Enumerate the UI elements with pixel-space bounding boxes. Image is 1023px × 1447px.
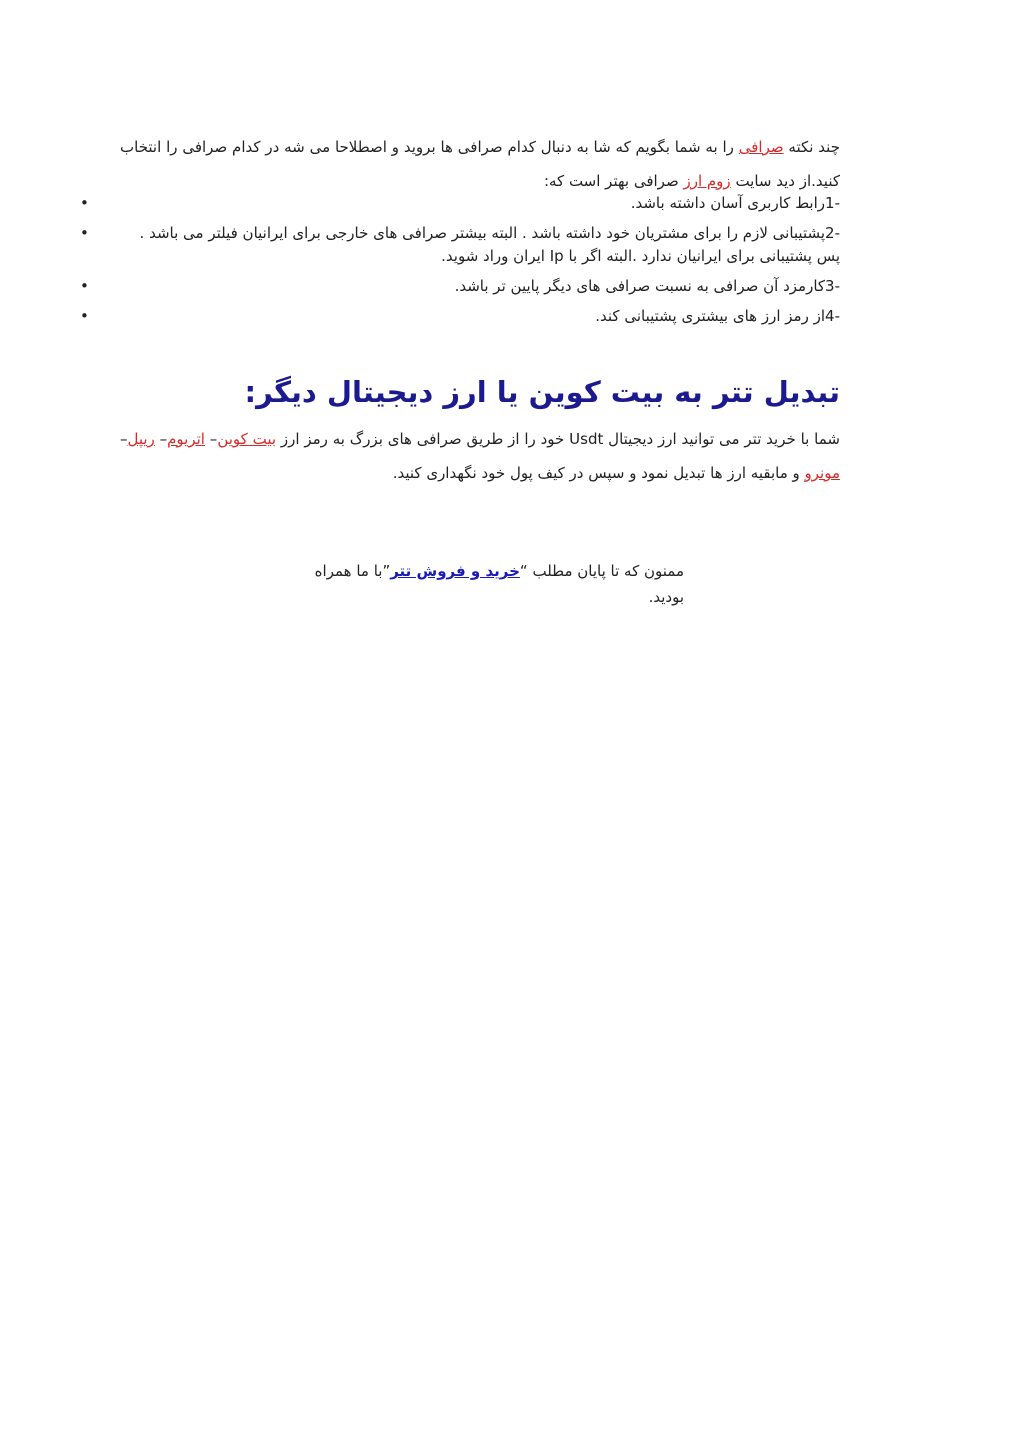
- criteria-list: [80, 192, 840, 328]
- link-ethereum[interactable]: اتریوم: [167, 430, 205, 448]
- separator: –: [204, 430, 218, 448]
- link-ripple[interactable]: ریپل: [127, 430, 155, 448]
- thanks-line: [280, 558, 684, 610]
- list-item-text: -3کارمزد آن صرافی به نسبت صرافی های دیگر پایین تر باشد.: [454, 277, 840, 295]
- list-item-text: -4از رمز ارز های بیشتری پشتیبانی کند.: [595, 307, 840, 325]
- intro-paragraph: [120, 130, 840, 198]
- thanks-text-2: ”با ما همراه بودید.: [314, 562, 684, 606]
- intro-text-1: چند نکته: [783, 138, 840, 156]
- section-text-1: شما با خرید تتر می توانید ارز دیجیتال Usdt خود را از طریق صرافی های بزرگ به رمز ارز: [276, 430, 840, 448]
- section-text-2: و مابقیه ارز ها تبدیل نمود و سپس در کیف پول خود نگهداری کنید.: [392, 464, 805, 482]
- link-buy-sell-tether[interactable]: خرید و فروش تتر: [390, 562, 520, 580]
- list-item: [80, 192, 840, 215]
- bullet-icon: •: [80, 307, 89, 325]
- section-heading: تبدیل تتر به بیت کوین یا ارز دیجیتال دیگر:: [244, 375, 840, 409]
- link-bitcoin[interactable]: بیت کوین: [217, 430, 277, 448]
- list-item: [80, 305, 840, 328]
- thanks-text-1: ممنون که تا پایان مطلب “: [519, 562, 684, 580]
- list-item: [80, 275, 840, 298]
- list-item: [80, 222, 840, 268]
- link-monero[interactable]: مونرو: [804, 464, 840, 482]
- article-body: [80, 130, 840, 490]
- link-zoom-arz[interactable]: زوم ارز: [683, 172, 731, 190]
- bullet-icon: •: [80, 194, 89, 212]
- link-sarafi[interactable]: صرافی: [738, 138, 784, 156]
- intro-text-3: صرافی بهتر است که:: [543, 172, 684, 190]
- bullet-icon: •: [80, 224, 89, 242]
- separator: –: [120, 430, 128, 448]
- list-item-text: -1رابط کاربری آسان داشته باشد.: [630, 194, 840, 212]
- list-item-text: -2پشتیبانی لازم را برای مشتریان خود داشته باشد . البته بیشتر صرافی های خارجی برای ایرانیان فیلتر می باشد . پس پشتیبانی برای ایرانیان ندارد .البته اگر با Ip ایران وراد شوید.: [139, 224, 840, 265]
- bullet-icon: •: [80, 277, 89, 295]
- separator: –: [154, 430, 168, 448]
- intro-text-2: را به شما بگویم که شا به دنبال کدام صرافی ها بروید و اصطلاحا می شه در کدام صرافی را انتخاب کنید.از دید سایت: [120, 138, 840, 190]
- section-paragraph: [120, 422, 840, 490]
